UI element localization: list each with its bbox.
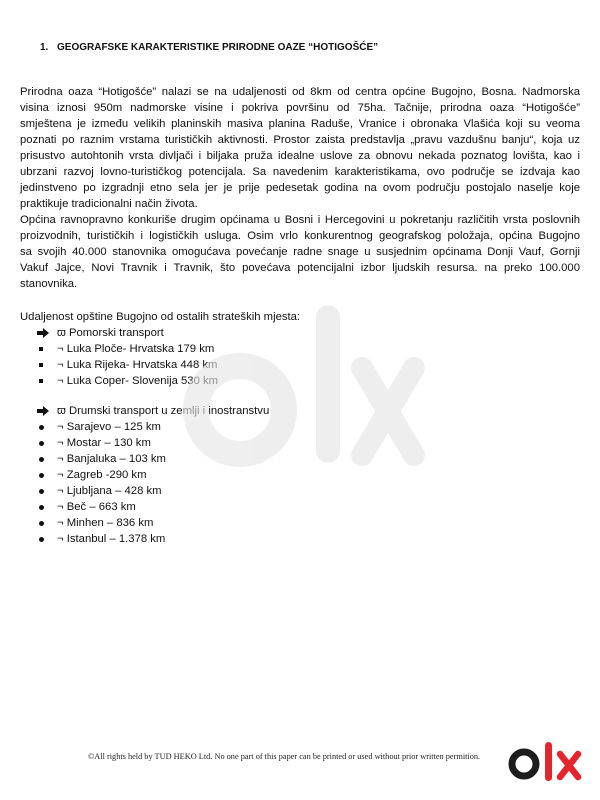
square-bullet-icon <box>39 347 43 351</box>
section-number: 1. <box>40 42 49 53</box>
arrow-right-bullet-icon <box>37 328 49 338</box>
paragraph-line: stanovnika. <box>20 278 78 290</box>
list-item <box>0 499 600 515</box>
paragraph-line: poznati po raznim vrstama turističkih aktivnosti. Prostor zaista predstavlja „pravu vazdušnu banju“, koja uz <box>20 134 580 146</box>
paragraph-location <box>20 84 580 212</box>
list-item <box>0 357 600 373</box>
list-item-text: ¬ Banjaluka – 103 km <box>57 453 166 465</box>
list-item <box>0 483 600 499</box>
disc-bullet-icon <box>39 457 44 462</box>
section-title: GEOGRAFSKE KARAKTERISTIKE PRIRODNE OAZE “HOTIGOŠĆE” <box>57 42 379 53</box>
list-item-text: ¬ Istanbul – 1.378 km <box>57 533 166 545</box>
list-item <box>0 373 600 389</box>
list-group-label: ϖ Drumski transport u zemlji i inostranstvu <box>57 405 270 417</box>
disc-bullet-icon <box>39 473 44 478</box>
disc-bullet-icon <box>39 521 44 526</box>
distances-intro: Udaljenost opštine Bugojno od ostalih strateških mjesta: <box>20 311 301 323</box>
list-item-text: ¬ Sarajevo – 125 km <box>57 421 161 433</box>
paragraph-line: Općina ravnopravno konkuriše drugim općinama u Bosni i Hercegovini u pokretanju različitih vrsta poslovnih <box>20 214 580 226</box>
section-heading <box>40 41 378 55</box>
list-group-maritime-transport <box>0 325 600 389</box>
list-item <box>0 515 600 531</box>
paragraph-line: jedinstveno po izgradnji etno sela jer je prije pedesetak godina na ovom području postojalo naselje koje <box>20 182 580 194</box>
paragraph-line: smještena je između velikih planinskih masiva planina Raduše, Vranice i obronaka Vlašića koji su veoma <box>20 118 580 130</box>
disc-bullet-icon <box>39 489 44 494</box>
list-item <box>0 419 600 435</box>
disc-bullet-icon <box>39 537 44 542</box>
logo-ring <box>512 752 536 776</box>
list-item-text: ¬ Luka Rijeka- Hrvatska 448 km <box>57 359 218 371</box>
paragraph-line: Vakuf Jajce, Novi Travnik i Travnik, što povećava potencijalni izbor ljudskih resursa. na preko 100.000 <box>20 262 580 274</box>
list-item-text: ¬ Luka Coper- Slovenija 530 km <box>57 375 219 387</box>
body-text <box>20 84 580 292</box>
copyright-footer: ©All rights held by TUD HEKO Ltd. No one part of this paper can be printed or used without prior written permition. <box>88 752 481 761</box>
list-item <box>0 467 600 483</box>
disc-bullet-icon <box>39 425 44 430</box>
paragraph-line: proizvodnih, turističkih i logističkih usluga. Osim vrlo konkurentnog geografskog položaja, općina Bugojno <box>20 230 580 242</box>
arrow-right-bullet-icon <box>37 406 49 416</box>
logo-bar <box>545 742 552 781</box>
disc-bullet-icon <box>39 441 44 446</box>
disc-bullet-icon <box>39 505 44 510</box>
list-item-text: ¬ Zagreb -290 km <box>57 469 147 481</box>
list-item-text: ¬ Minhen – 836 km <box>57 517 154 529</box>
paragraph-line: visina iznosi 950m nadmorske visine i pokriva površinu od 75ha. Tačnije, prirodna oaza “Hotigošće” <box>20 102 580 114</box>
list-group-label: ϖ Pomorski transport <box>57 327 164 339</box>
list-group-heading <box>0 325 600 341</box>
list-item <box>0 451 600 467</box>
list-item <box>0 531 600 547</box>
logo-cross-stroke <box>560 754 578 777</box>
list-group-road-transport <box>0 403 600 547</box>
list-item <box>0 435 600 451</box>
paragraph-line: praktikuje tradicionalni način života. <box>20 198 198 210</box>
paragraph-line: ubrzani razvoj lovno-turističkog potencijala. Sa navedenim karakteristikama, ovo područje se izdvaja kao <box>20 166 580 178</box>
list-item-text: ¬ Beč – 663 km <box>57 501 136 513</box>
paragraph-line: prisustvo autohtonih vrsta divljači i biljaka pruža idealne uslove za obnovu nekada poznatog lovišta, kao i <box>20 150 580 162</box>
list-group-heading <box>0 403 600 419</box>
list-item <box>0 341 600 357</box>
paragraph-line: sa svojih 40.000 stanovnika omogućava povećanje radne snage u susjednim općinama Donji Vauf, Gornji <box>20 246 580 258</box>
logo-cross-stroke <box>560 754 578 777</box>
square-bullet-icon <box>39 379 43 383</box>
list-item-text: ¬ Luka Ploče- Hrvatska 179 km <box>57 343 215 355</box>
square-bullet-icon <box>39 363 43 367</box>
paragraph-municipality <box>20 212 580 292</box>
list-item-text: ¬ Ljubljana – 428 km <box>57 485 162 497</box>
list-item-text: ¬ Mostar – 130 km <box>57 437 151 449</box>
paragraph-line: Prirodna oaza “Hotigošće” nalazi se na udaljenosti od 8km od centra općine Bugojno, Bosna. Nadmorska <box>20 86 580 98</box>
